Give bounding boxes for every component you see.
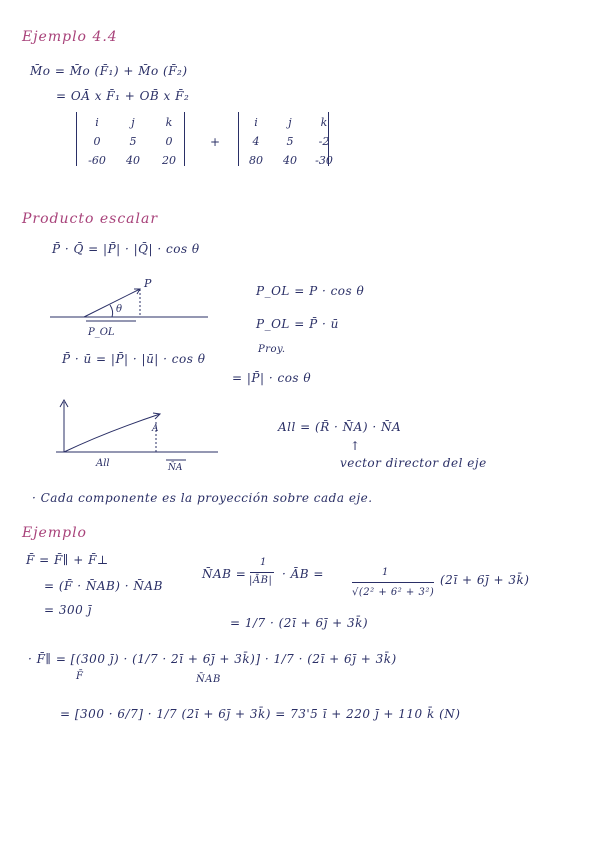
projection-note: Proy. [258,344,286,355]
vector-p [84,289,140,317]
matrix1-right-bar [184,112,185,166]
matrix1-cell: 0 [165,135,173,148]
nab-frac1-bar [250,572,274,573]
label-na: N̄A [168,463,183,473]
nab-vector: (2ī + 6j̄ + 3k̄) [440,573,530,587]
final-result-line: = [300 · 6/7] · 1/7 (2ī + 6j̄ + 3k̄) = 73'5 ī + 220 j̄ + 110 k̄ (N) [60,707,461,721]
dot-unit-vector-formula: P̄ · ū = |P̄| · |ū| · cos θ [62,352,206,366]
matrix1-left-bar [76,112,77,166]
moment-equation-line-1: M̄o = M̄o (F̄₁) + M̄o (F̄₂) [30,64,188,78]
matrix2-cell: -30 [315,154,333,167]
matrix2-cell: -2 [318,135,330,148]
matrix1-cell: k [165,116,173,129]
matrix2-cell: j [288,116,292,129]
label-theta: θ [116,304,123,315]
dot-unit-vector-result: = |P̄| · cos θ [232,371,312,385]
f-parallel-label-f: F̄ [76,671,84,682]
matrix2-cell: 40 [283,154,297,167]
nab-frac1-numerator: 1 [260,557,267,568]
projection-diagram [50,275,220,345]
up-arrow: ↑ [350,439,361,453]
matrix1-cell: i [95,116,99,129]
heading-producto-escalar: Producto escalar [22,211,159,227]
nab-frac2-denominator: √(2² + 6² + 3²) [352,587,435,598]
example-f-line-3: = 300 j̄ [44,603,92,617]
dot-product-definition: P̄ · Q̄ = |P̄| · |Q̄| · cos θ [52,242,200,256]
determinant-matrix-2 [244,116,336,167]
vector-director-note: vector director del eje [340,456,487,470]
nab-middle: · ĀB = [282,567,324,581]
nab-label: N̄AB = [202,567,247,581]
f-parallel-line: · F̄∥ = [(300 j̄) · (1/7 · 2ī + 6j̄ + 3k̄)] · 1/7 · (2ī + 6j̄ + 3k̄) [28,652,397,666]
f-parallel-label-nab: N̄AB [196,674,221,685]
matrix2-cell: 5 [286,135,294,148]
determinant-matrix-1 [84,116,182,167]
matrix1-cell: 40 [126,154,140,167]
matrix1-cell: j [131,116,135,129]
projection-formula-1: P_OL = P · cos θ [256,284,365,298]
matrix2-cell: k [320,116,328,129]
all-formula: All = (R̄ · N̄A) · N̄A [278,420,402,434]
moment-equation-line-2: = OĀ x F̄₁ + OB̄ x F̄₂ [56,89,190,103]
matrix1-cell: 20 [162,154,176,167]
axis-projection-diagram [56,396,226,471]
vector-r [64,414,160,452]
nab-frac2-numerator: 1 [382,567,389,578]
nab-frac2-bar [352,582,434,583]
angle-arc [110,305,113,317]
label-p: P [144,277,152,290]
matrix2-left-bar [238,112,239,166]
nab-result: = 1/7 · (2ī + 6j̄ + 3k̄) [230,616,369,630]
example-f-line-1: F̄ = F̄∥ + F̄⊥ [26,553,109,567]
label-all: All [96,458,110,469]
matrix2-cell: i [254,116,258,129]
component-note: · Cada componente es la proyección sobre cada eje. [32,491,373,505]
heading-ejemplo-4-4: Ejemplo 4.4 [22,29,118,45]
projection-formula-2: P_OL = P̄ · ū [256,317,339,331]
label-pol: P_OL [88,327,115,338]
matrix1-cell: 5 [129,135,137,148]
example-f-line-2: = (F̄ · N̄AB) · N̄AB [44,579,163,593]
plus-sign: + [210,135,221,149]
matrix2-cell: 80 [249,154,263,167]
heading-ejemplo: Ejemplo [22,525,87,541]
matrix2-cell: 4 [252,135,260,148]
matrix1-cell: 0 [93,135,101,148]
matrix1-cell: -60 [88,154,106,167]
label-a: A [152,424,159,434]
nab-frac1-denominator: |ĀB| [249,575,273,586]
